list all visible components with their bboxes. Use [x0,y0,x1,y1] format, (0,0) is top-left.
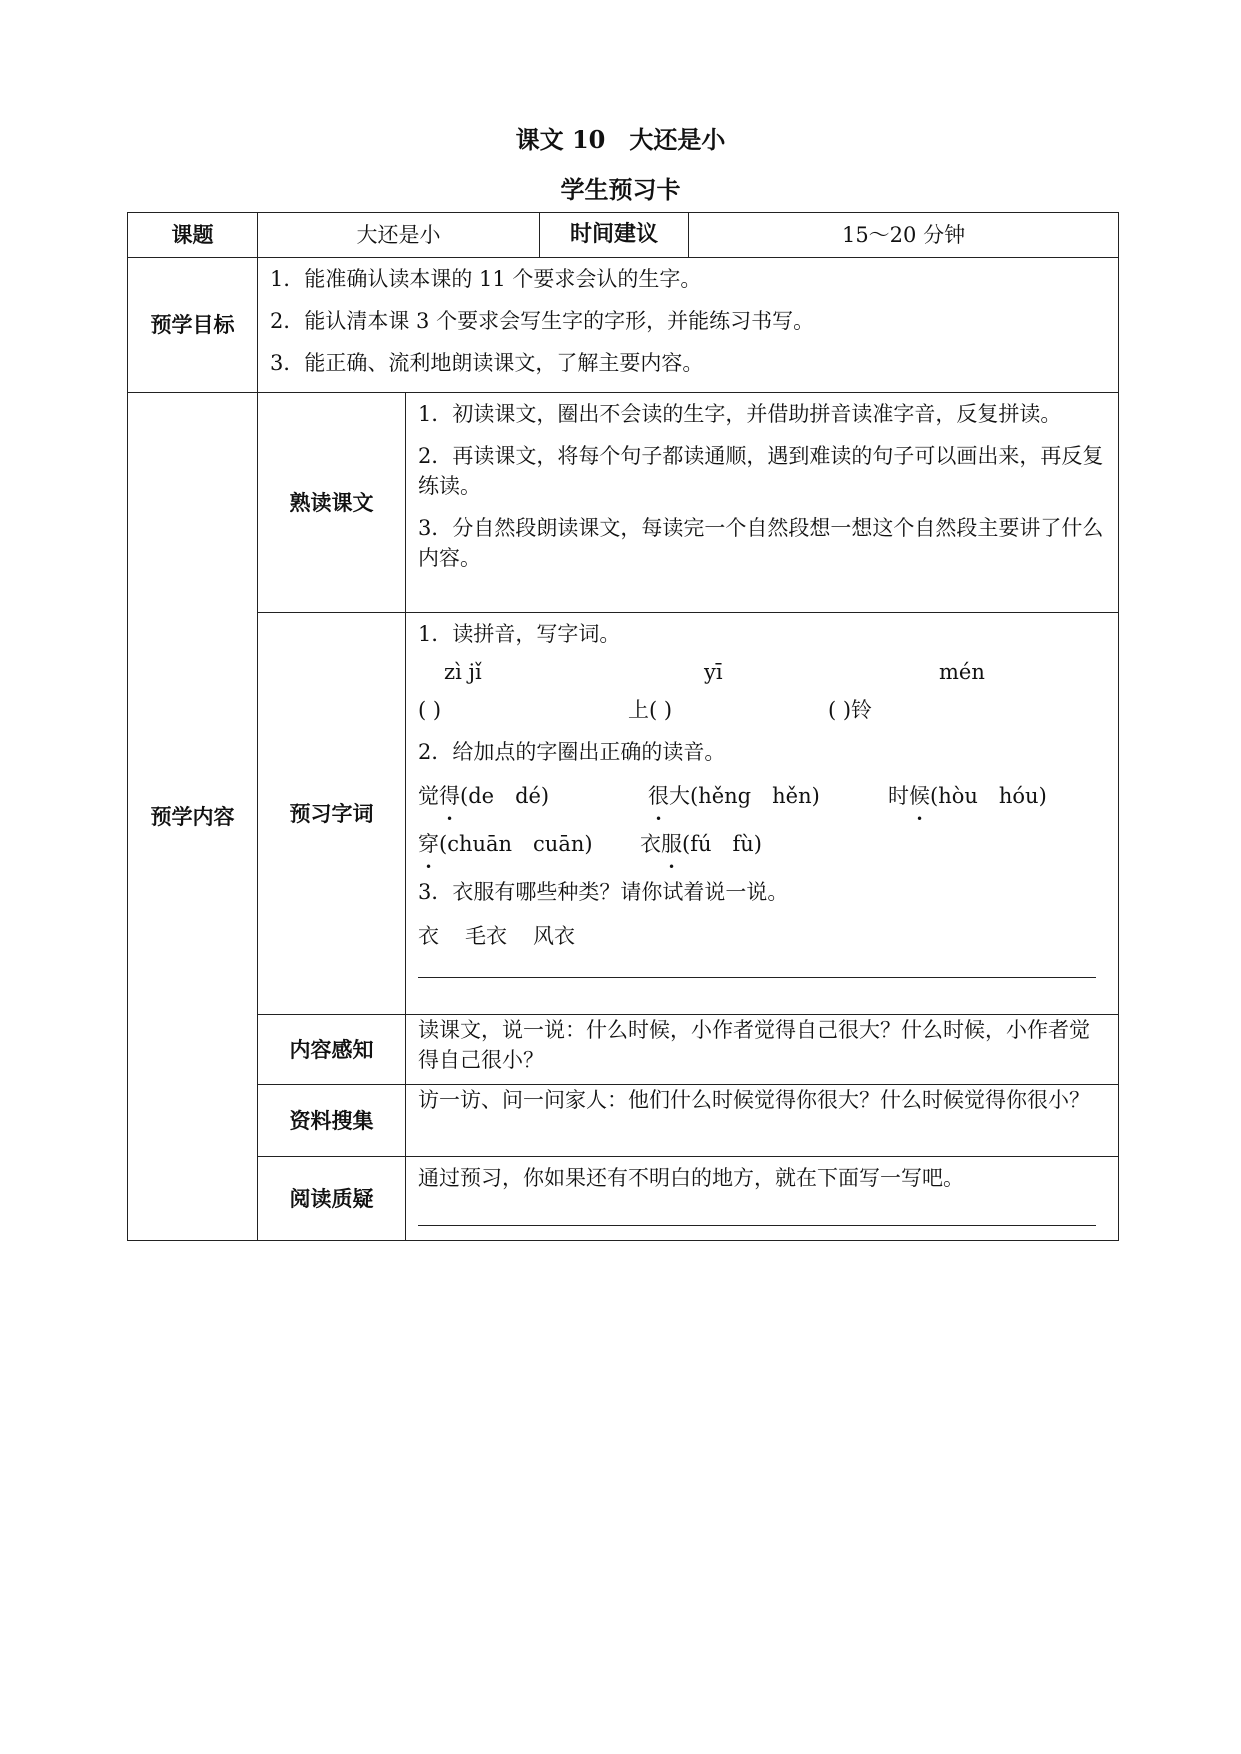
words-question-3: 3．衣服有哪些种类？请你试着说一说。 [418,880,789,904]
perception-text: 读课文，说一说：什么时候，小作者觉得自己很大？什么时候，小作者觉得自己很小？ [406,1015,1119,1085]
answer-blank[interactable]: ( ) [418,698,442,722]
preview-card-table [127,212,1119,1241]
words-question-1: 1．读拼音，写字词。 [418,622,621,646]
words-label: 预习字词 [258,613,406,1015]
goal-item: 3．能正确、流利地朗读课文，了解主要内容。 [270,351,704,375]
choice-item[interactable]: 觉得(de dé) [418,784,550,808]
research-label: 资料搜集 [258,1085,406,1157]
perception-label: 内容感知 [258,1015,406,1085]
words-section [406,613,1119,1015]
goals-list [258,258,1119,393]
questions-text: 通过预习，你如果还有不明白的地方，就在下面写一写吧。 [418,1166,964,1190]
pinyin-item: yī [704,660,723,684]
reading-item: 3．分自然段朗读课文，每读完一个自然段想一想这个自然段主要讲了什么内容。 [418,516,1104,570]
example-word: 毛衣 [465,924,507,948]
research-text: 访一访、问一问家人：他们什么时候觉得你很大？什么时候觉得你很小？ [406,1085,1119,1157]
choice-item[interactable]: 很大(hěng hěn) [648,784,820,808]
answer-line[interactable] [418,957,1096,978]
time-label: 时间建议 [570,222,659,247]
choice-item[interactable]: 时候(hòu hóu) [888,784,1047,808]
answer-blank[interactable]: ( )铃 [828,698,873,722]
choice-item[interactable]: 衣服(fú fù) [640,832,762,856]
page-title: 课文 10 大还是小 [515,125,726,154]
page-subtitle: 学生预习卡 [560,175,681,204]
reading-item: 1．初读课文，圈出不会读的生字，并借助拼音读准字音，反复拼读。 [418,402,1062,426]
goal-item: 2．能认清本课 3 个要求会写生字的字形，并能练习书写。 [270,309,815,333]
goal-item: 1．能准确认读本课的 11 个要求会认的生字。 [270,267,702,291]
reading-list [406,393,1119,613]
example-word: 衣 [418,924,439,948]
answer-blank[interactable]: 上( ) [628,698,673,722]
blank-row [418,695,1106,725]
topic-label: 课题 [128,213,258,258]
answer-line[interactable] [418,1205,1096,1226]
pinyin-item: zì jǐ [444,660,482,684]
questions-cell [406,1157,1119,1241]
words-question-2: 2．给加点的字圈出正确的读音。 [418,740,726,764]
content-label: 预学内容 [128,393,258,1241]
reading-label: 熟读课文 [258,393,406,613]
clothing-examples [418,921,1106,951]
topic-value: 大还是小 [258,213,540,257]
pinyin-row [418,657,1106,687]
time-value: 15～20 分钟 [689,213,1119,258]
choice-row [418,781,1106,811]
example-word: 风衣 [533,924,575,948]
reading-item: 2．再读课文，将每个句子都读通顺，遇到难读的句子可以画出来，再反复练读。 [418,444,1104,498]
choice-row [418,829,1106,859]
questions-label: 阅读质疑 [258,1157,406,1241]
goals-label: 预学目标 [128,258,258,393]
choice-item[interactable]: 穿(chuān cuān) [418,832,593,856]
pinyin-item: mén [939,660,985,684]
